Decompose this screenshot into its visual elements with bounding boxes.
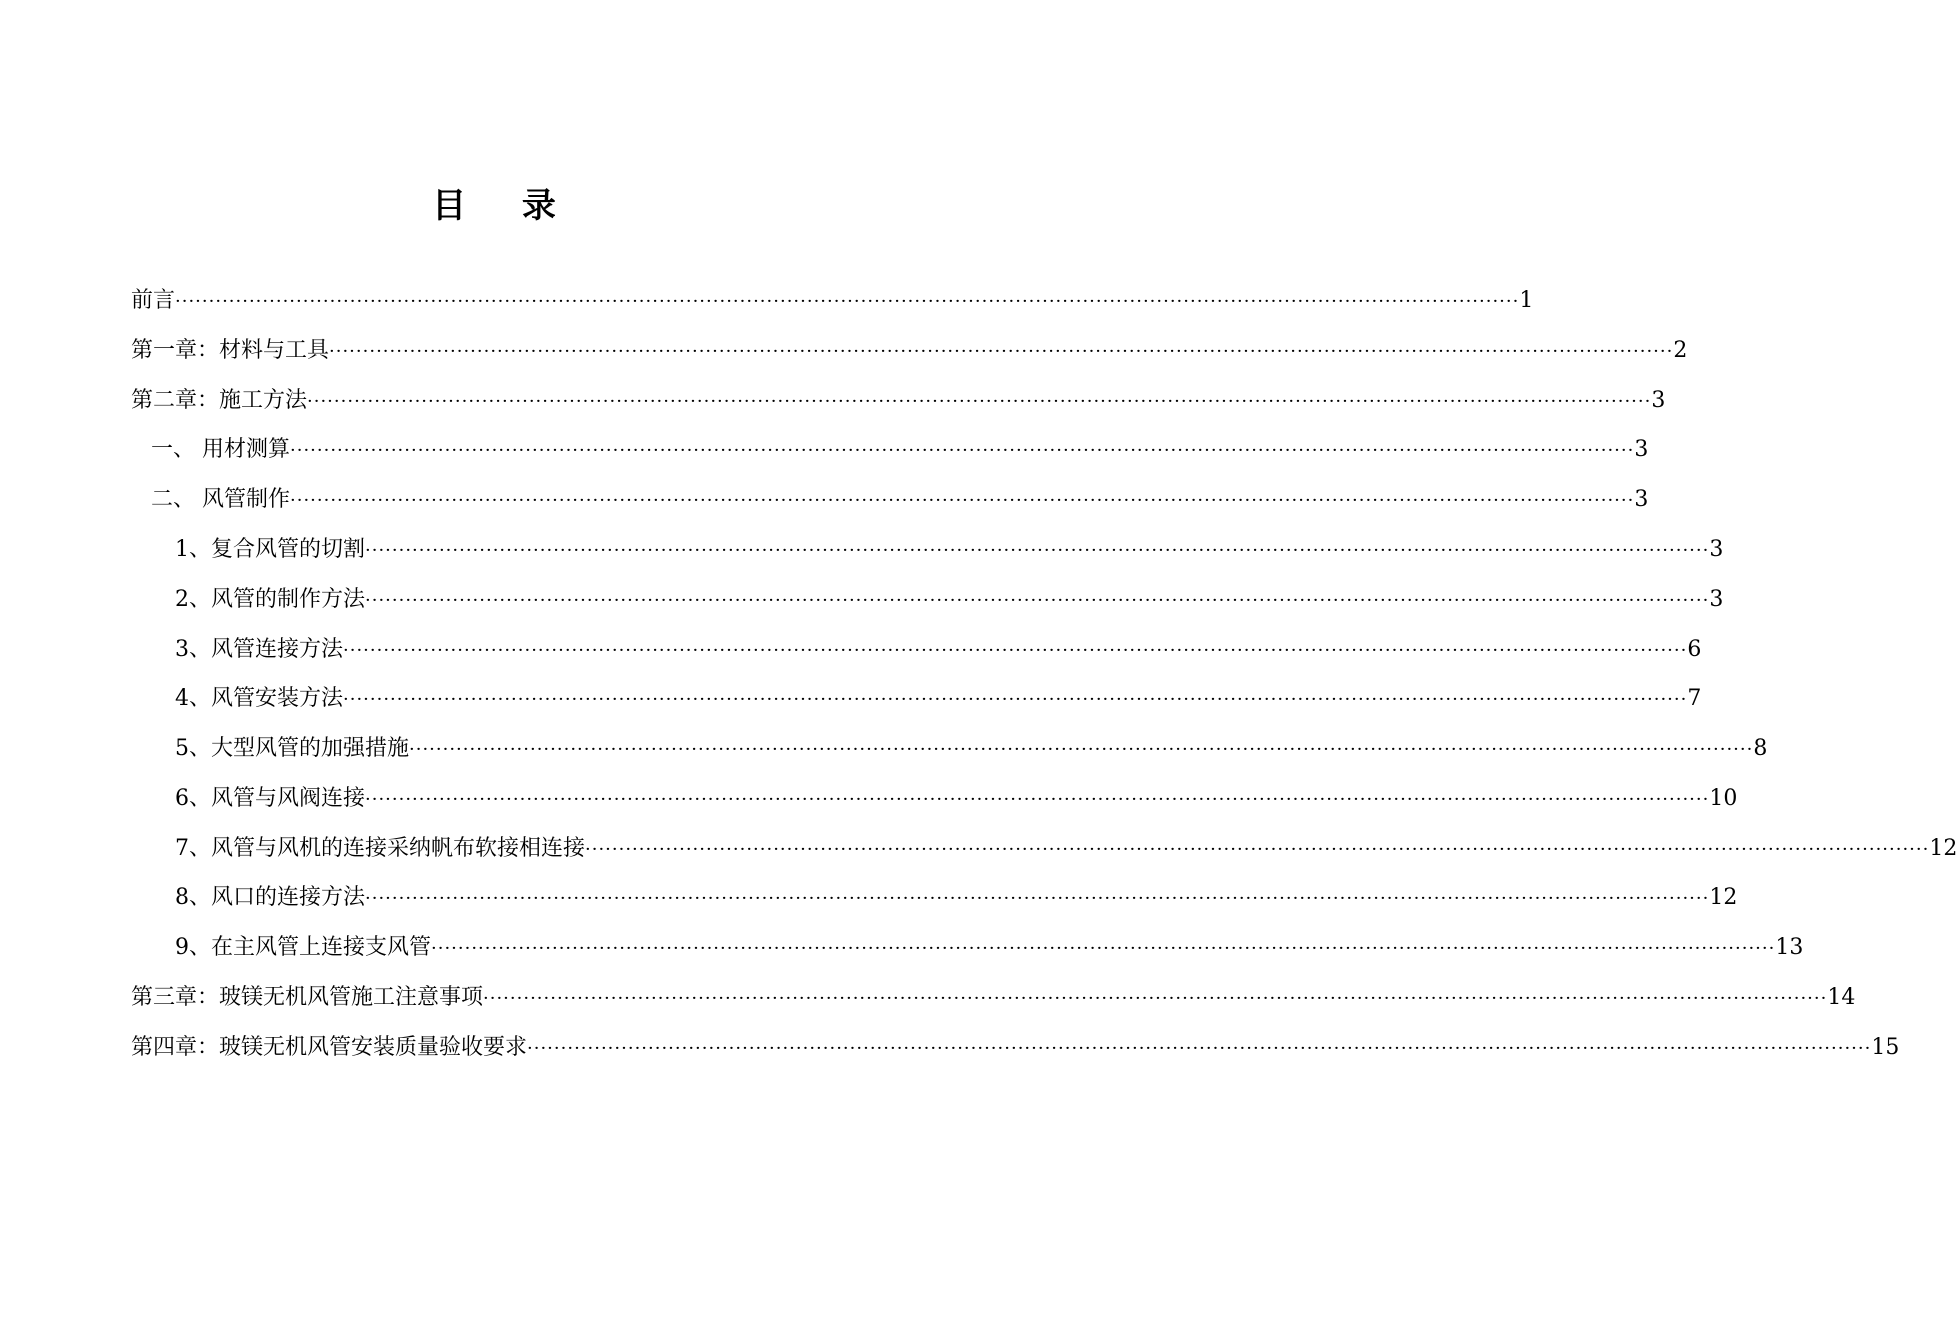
- toc-entry-label: 2、风管的制作方法: [175, 587, 365, 612]
- toc-entry-page: 3: [1709, 537, 1724, 562]
- toc-entry-label: 第二章：施工方法: [131, 388, 308, 413]
- toc-entry-label: 6、风管与风阀连接: [175, 786, 365, 811]
- toc-entry-chapter-2[interactable]: [131, 384, 1666, 418]
- toc-entry-label: 第四章：玻镁无机风管安装质量验收要求: [131, 1035, 528, 1060]
- toc-entry-subsection-9[interactable]: [175, 931, 1804, 965]
- toc-leader-dots: ········································································································································································································: [409, 739, 1754, 760]
- toc-entry-label: 一、 用材测算: [151, 437, 290, 462]
- toc-leader-dots: ········································································································································································································: [483, 988, 1828, 1009]
- toc-entry-chapter-4[interactable]: [131, 1031, 1900, 1065]
- toc-entry-subsection-7[interactable]: [175, 832, 1957, 866]
- toc-entry-page: 7: [1687, 686, 1702, 711]
- toc-leader-dots: ········································································································································································································: [585, 839, 1930, 860]
- toc-entry-page: 3: [1709, 587, 1724, 612]
- toc-entry-page: 3: [1634, 487, 1649, 512]
- toc-leader-dots: ········································································································································································································: [329, 341, 1674, 362]
- toc-entry-page: 6: [1687, 637, 1702, 662]
- toc-entry-page: 10: [1709, 786, 1738, 811]
- toc-entry-chapter-1[interactable]: [131, 334, 1688, 368]
- toc-entry-subsection-6[interactable]: [175, 782, 1738, 816]
- toc-entry-label: 3、风管连接方法: [175, 637, 343, 662]
- toc-entry-subsection-2[interactable]: [175, 583, 1724, 617]
- toc-entry-label: 1、复合风管的切割: [175, 537, 365, 562]
- toc-entry-page: 8: [1753, 736, 1768, 761]
- toc-entry-label: 第三章：玻镁无机风管施工注意事项: [131, 985, 484, 1010]
- toc-leader-dots: ········································································································································································································: [365, 789, 1710, 810]
- toc-entry-page: 3: [1634, 437, 1649, 462]
- toc-title: 目 录: [432, 186, 578, 226]
- toc-entry-section-1[interactable]: [151, 433, 1649, 467]
- toc-entry-subsection-5[interactable]: [175, 732, 1768, 766]
- toc-entry-chapter-3[interactable]: [131, 981, 1856, 1015]
- toc-entry-page: 15: [1871, 1035, 1900, 1060]
- toc-entry-page: 14: [1827, 985, 1856, 1010]
- toc-leader-dots: ········································································································································································································: [290, 440, 1635, 461]
- toc-leader-dots: ········································································································································································································: [365, 888, 1710, 909]
- toc-entry-label: 5、大型风管的加强措施: [175, 736, 409, 761]
- toc-leader-dots: ········································································································································································································: [365, 590, 1710, 611]
- toc-leader-dots: ········································································································································································································: [431, 938, 1776, 959]
- toc-entry-page: 12: [1709, 885, 1738, 910]
- toc-leader-dots: ········································································································································································································: [343, 640, 1688, 661]
- toc-leader-dots: ········································································································································································································: [343, 689, 1688, 710]
- toc-entry-preface[interactable]: [131, 284, 1534, 318]
- toc-entry-label: 二、 风管制作: [151, 487, 290, 512]
- toc-entry-page: 2: [1673, 338, 1688, 363]
- toc-entry-page: 13: [1775, 935, 1804, 960]
- toc-entry-label: 4、风管安装方法: [175, 686, 343, 711]
- toc-entry-section-2[interactable]: [151, 483, 1649, 517]
- toc-entry-label: 9、在主风管上连接支风管: [175, 935, 431, 960]
- toc-leader-dots: ········································································································································································································: [290, 490, 1635, 511]
- toc-entry-subsection-3[interactable]: [175, 633, 1702, 667]
- toc-entry-subsection-8[interactable]: [175, 881, 1738, 915]
- toc-entry-subsection-1[interactable]: [175, 533, 1724, 567]
- toc-entry-page: 12: [1929, 836, 1957, 861]
- toc-entry-label: 7、风管与风机的连接采纳帆布软接相连接: [175, 836, 585, 861]
- toc-entry-page: 3: [1651, 388, 1666, 413]
- toc-entry-page: 1: [1519, 288, 1534, 313]
- toc-leader-dots: ········································································································································································································: [365, 540, 1710, 561]
- toc-entry-subsection-4[interactable]: [175, 682, 1702, 716]
- toc-leader-dots: ········································································································································································································: [527, 1038, 1872, 1059]
- toc-entry-label: 8、风口的连接方法: [175, 885, 365, 910]
- toc-leader-dots: ········································································································································································································: [175, 291, 1520, 312]
- toc-entry-label: 第一章：材料与工具: [131, 338, 330, 363]
- toc-entry-label: 前言: [131, 288, 176, 313]
- toc-leader-dots: ········································································································································································································: [307, 391, 1652, 412]
